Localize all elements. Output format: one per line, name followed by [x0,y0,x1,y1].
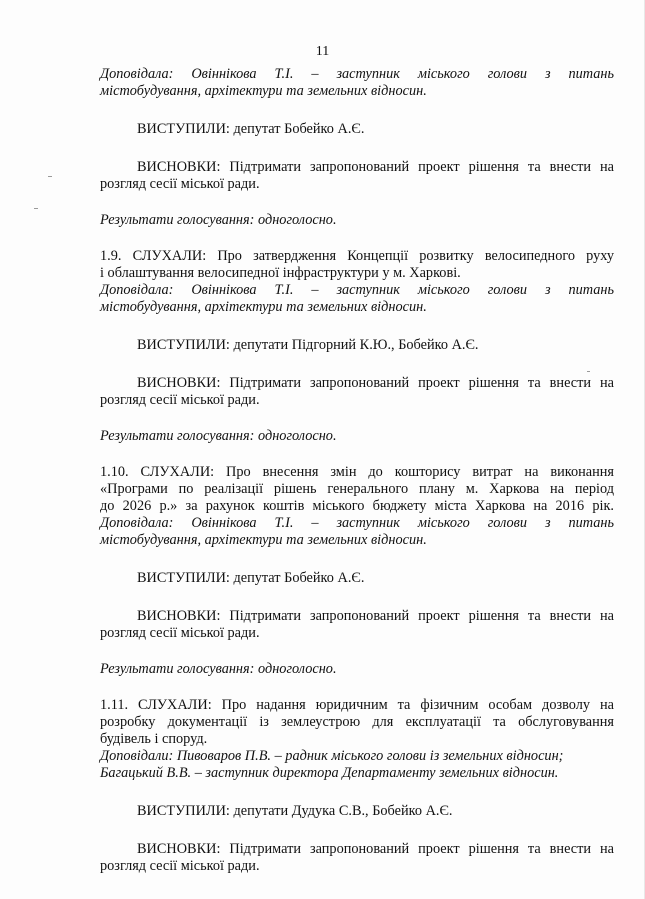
reporter-line: Доповідала: Овіннікова Т.І. – заступник міського голови з питань [100,282,614,298]
heard-line: розробку документації із землеустрою для експлуатації та обслуговування [100,714,614,730]
conclusion-line: ВИСНОВКИ: Підтримати запропонований проект рішення та внести на [137,159,614,175]
heard-line: 1.10. СЛУХАЛИ: Про внесення змін до кошторису витрат на виконання [100,464,614,480]
conclusion-line: ВИСНОВКИ: Підтримати запропонований проект рішення та внести на [137,608,614,624]
spoke-line: ВИСТУПИЛИ: депутати Підгорний К.Ю., Бобейко А.Є. [137,337,479,353]
conclusion-line: ВИСНОВКИ: Підтримати запропонований проект рішення та внести на [137,375,614,391]
reporter-line: Доповідала: Овіннікова Т.І. – заступник міського голови з питань [100,515,614,531]
reporter-line: містобудування, архітектури та земельних відносин. [100,299,427,315]
spoke-line: ВИСТУПИЛИ: депутат Бобейко А.Є. [137,121,365,137]
scan-mark [34,208,38,209]
scan-mark [48,176,52,177]
reporter-line: містобудування, архітектури та земельних відносин. [100,532,427,548]
document-body [100,66,614,875]
heard-line: 1.11. СЛУХАЛИ: Про надання юридичним та фізичним особам дозволу на [100,697,614,713]
vote-result: Результати голосування: одноголосно. [100,428,337,444]
vote-result: Результати голосування: одноголосно. [100,661,337,677]
heard-line: будівель і споруд. [100,731,208,747]
conclusion-line: розгляд сесії міської ради. [100,392,260,408]
conclusion-line: розгляд сесії міської ради. [100,625,260,641]
heard-line: 1.9. СЛУХАЛИ: Про затвердження Концепції розвитку велосипедного руху [100,248,614,264]
heard-line: до 2026 р.» за рахунок коштів міського бюджету міста Харкова на 2016 рік. [100,498,614,514]
reporter-line: Доповідали: Пивоваров П.В. – радник міського голови із земельних відносин; [100,748,564,764]
reporter-line: містобудування, архітектури та земельних відносин. [100,83,427,99]
conclusion-line: розгляд сесії міської ради. [100,858,260,874]
reporter-line: Багацький В.В. – заступник директора Департаменту земельних відносин. [100,765,559,781]
spoke-line: ВИСТУПИЛИ: депутат Бобейко А.Є. [137,570,365,586]
heard-line: і облаштування велосипедної інфраструктури у м. Харкові. [100,265,461,281]
vote-result: Результати голосування: одноголосно. [100,212,337,228]
conclusion-line: ВИСНОВКИ: Підтримати запропонований проект рішення та внести на [137,841,614,857]
spoke-line: ВИСТУПИЛИ: депутати Дудука С.В., Бобейко А.Є. [137,803,453,819]
reporter-line: Доповідала: Овіннікова Т.І. – заступник міського голови з питань [100,66,614,82]
page-number: 11 [315,44,330,59]
heard-line: «Програми по реалізації рішень генерального плану м. Харкова на період [100,481,614,497]
conclusion-line: розгляд сесії міської ради. [100,176,260,192]
